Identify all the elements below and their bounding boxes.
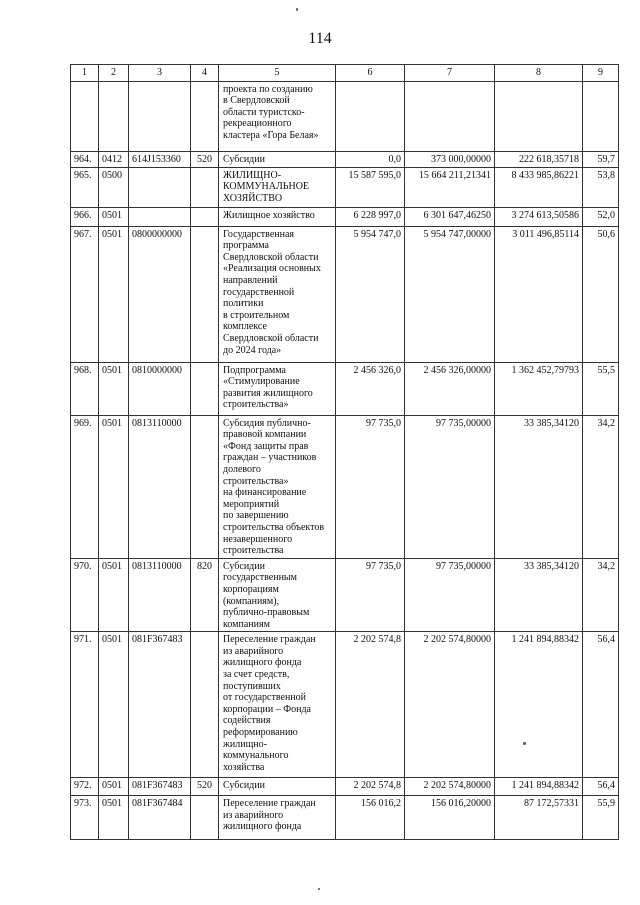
- section-code: 0501: [99, 362, 129, 415]
- item-name: Подпрограмма «Стимулирование развития жилищного строительства»: [219, 362, 336, 415]
- target-article-code: 081F367483: [129, 632, 191, 778]
- table-row: [71, 558, 619, 632]
- column-header: 8: [495, 65, 583, 82]
- item-name: Переселение граждан из аварийного жилищного фонда: [219, 796, 336, 840]
- section-code: 0501: [99, 632, 129, 778]
- item-name: Переселение граждан из аварийного жилищного фонда за счет средств, поступивших от государственной корпорации – Фонда содействия реформированию жилищно- коммунального хозяйства: [219, 632, 336, 778]
- row-number: 971.: [71, 632, 99, 778]
- execution-percent: 50,6: [583, 226, 619, 362]
- approved-amount: 0,0: [336, 151, 405, 167]
- revised-amount: 97 735,00000: [405, 415, 495, 558]
- target-article-code: 614J153360: [129, 151, 191, 167]
- target-article-code: 0800000000: [129, 226, 191, 362]
- row-number: 967.: [71, 226, 99, 362]
- executed-amount: [495, 81, 583, 151]
- row-number: 972.: [71, 778, 99, 796]
- expense-type-code: [191, 226, 219, 362]
- target-article-code: [129, 81, 191, 151]
- execution-percent: 34,2: [583, 415, 619, 558]
- row-number: 973.: [71, 796, 99, 840]
- page-number: 114: [308, 30, 332, 47]
- table-row: [71, 151, 619, 167]
- item-name: Жилищное хозяйство: [219, 207, 336, 226]
- column-header: 1: [71, 65, 99, 82]
- row-number: 969.: [71, 415, 99, 558]
- approved-amount: 15 587 595,0: [336, 167, 405, 207]
- executed-amount: 3 011 496,85114: [495, 226, 583, 362]
- item-name: Субсидии: [219, 778, 336, 796]
- section-code: 0501: [99, 778, 129, 796]
- execution-percent: 34,2: [583, 558, 619, 632]
- table-row: [71, 778, 619, 796]
- execution-percent: 56,4: [583, 778, 619, 796]
- expense-type-code: [191, 167, 219, 207]
- approved-amount: 6 228 997,0: [336, 207, 405, 226]
- section-code: 0412: [99, 151, 129, 167]
- column-header: 5: [219, 65, 336, 82]
- execution-percent: 59,7: [583, 151, 619, 167]
- table-row: [71, 207, 619, 226]
- target-article-code: 0813110000: [129, 558, 191, 632]
- section-code: 0501: [99, 415, 129, 558]
- column-header: 2: [99, 65, 129, 82]
- item-name: ЖИЛИЩНО- КОММУНАЛЬНОЕ ХОЗЯЙСТВО: [219, 167, 336, 207]
- section-code: 0501: [99, 796, 129, 840]
- revised-amount: 373 000,00000: [405, 151, 495, 167]
- approved-amount: 2 202 574,8: [336, 778, 405, 796]
- table-row: [71, 415, 619, 558]
- executed-amount: 33 385,34120: [495, 558, 583, 632]
- target-article-code: 0813110000: [129, 415, 191, 558]
- scan-speck: [296, 8, 298, 11]
- revised-amount: 156 016,20000: [405, 796, 495, 840]
- column-header: 7: [405, 65, 495, 82]
- table-row: [71, 796, 619, 840]
- section-code: 0501: [99, 207, 129, 226]
- row-number: 965.: [71, 167, 99, 207]
- expense-type-code: [191, 362, 219, 415]
- row-number: [71, 81, 99, 151]
- expense-type-code: [191, 632, 219, 778]
- expense-type-code: [191, 415, 219, 558]
- executed-amount: 1 241 894,88342: [495, 778, 583, 796]
- executed-amount: 33 385,34120: [495, 415, 583, 558]
- executed-amount: 8 433 985,86221: [495, 167, 583, 207]
- column-header: 3: [129, 65, 191, 82]
- section-code: [99, 81, 129, 151]
- table-row: [71, 632, 619, 778]
- revised-amount: 2 456 326,00000: [405, 362, 495, 415]
- section-code: 0501: [99, 226, 129, 362]
- execution-percent: [583, 81, 619, 151]
- section-code: 0501: [99, 558, 129, 632]
- revised-amount: 6 301 647,46250: [405, 207, 495, 226]
- table-row: [71, 362, 619, 415]
- table-row: [71, 81, 619, 151]
- item-name: Субсидии: [219, 151, 336, 167]
- expense-type-code: [191, 796, 219, 840]
- revised-amount: 2 202 574,80000: [405, 778, 495, 796]
- executed-amount: 87 172,57331: [495, 796, 583, 840]
- section-code: 0500: [99, 167, 129, 207]
- execution-percent: 56,4: [583, 632, 619, 778]
- table-row: [71, 226, 619, 362]
- target-article-code: 0810000000: [129, 362, 191, 415]
- approved-amount: 97 735,0: [336, 415, 405, 558]
- approved-amount: 2 456 326,0: [336, 362, 405, 415]
- item-name: проекта по созданию в Свердловской области туристско- рекреационного кластера «Гора Белая»: [219, 81, 336, 151]
- target-article-code: [129, 207, 191, 226]
- expense-type-code: 520: [191, 151, 219, 167]
- approved-amount: 97 735,0: [336, 558, 405, 632]
- approved-amount: 2 202 574,8: [336, 632, 405, 778]
- column-header: 4: [191, 65, 219, 82]
- revised-amount: [405, 81, 495, 151]
- execution-percent: 55,9: [583, 796, 619, 840]
- budget-table: [70, 64, 619, 840]
- row-number: 966.: [71, 207, 99, 226]
- target-article-code: 081F367483: [129, 778, 191, 796]
- row-number: 970.: [71, 558, 99, 632]
- column-header: 6: [336, 65, 405, 82]
- scan-speck: [523, 742, 526, 745]
- executed-amount: 1 241 894,88342: [495, 632, 583, 778]
- execution-percent: 52,0: [583, 207, 619, 226]
- approved-amount: 5 954 747,0: [336, 226, 405, 362]
- executed-amount: 3 274 613,50586: [495, 207, 583, 226]
- table-body: [71, 81, 619, 840]
- revised-amount: 2 202 574,80000: [405, 632, 495, 778]
- executed-amount: 1 362 452,79793: [495, 362, 583, 415]
- target-article-code: 081F367484: [129, 796, 191, 840]
- header-row: [71, 65, 619, 82]
- row-number: 968.: [71, 362, 99, 415]
- scan-speck: [318, 888, 320, 890]
- table-row: [71, 167, 619, 207]
- expense-type-code: 520: [191, 778, 219, 796]
- column-header: 9: [583, 65, 619, 82]
- execution-percent: 55,5: [583, 362, 619, 415]
- item-name: Государственная программа Свердловской области «Реализация основных направлений государственной политики в строительном комплексе Свердловской области до 2024 года»: [219, 226, 336, 362]
- approved-amount: [336, 81, 405, 151]
- expense-type-code: 820: [191, 558, 219, 632]
- revised-amount: 15 664 211,21341: [405, 167, 495, 207]
- item-name: Субсидия публично- правовой компании «Фонд защиты прав граждан – участников долевого строительства» на финансирование мероприятий по завершению строительства объектов незавершенного строительства: [219, 415, 336, 558]
- revised-amount: 97 735,00000: [405, 558, 495, 632]
- execution-percent: 53,8: [583, 167, 619, 207]
- approved-amount: 156 016,2: [336, 796, 405, 840]
- executed-amount: 222 618,35718: [495, 151, 583, 167]
- revised-amount: 5 954 747,00000: [405, 226, 495, 362]
- target-article-code: [129, 167, 191, 207]
- expense-type-code: [191, 81, 219, 151]
- expense-type-code: [191, 207, 219, 226]
- row-number: 964.: [71, 151, 99, 167]
- item-name: Субсидии государственным корпорациям (компаниям), публично-правовым компаниям: [219, 558, 336, 632]
